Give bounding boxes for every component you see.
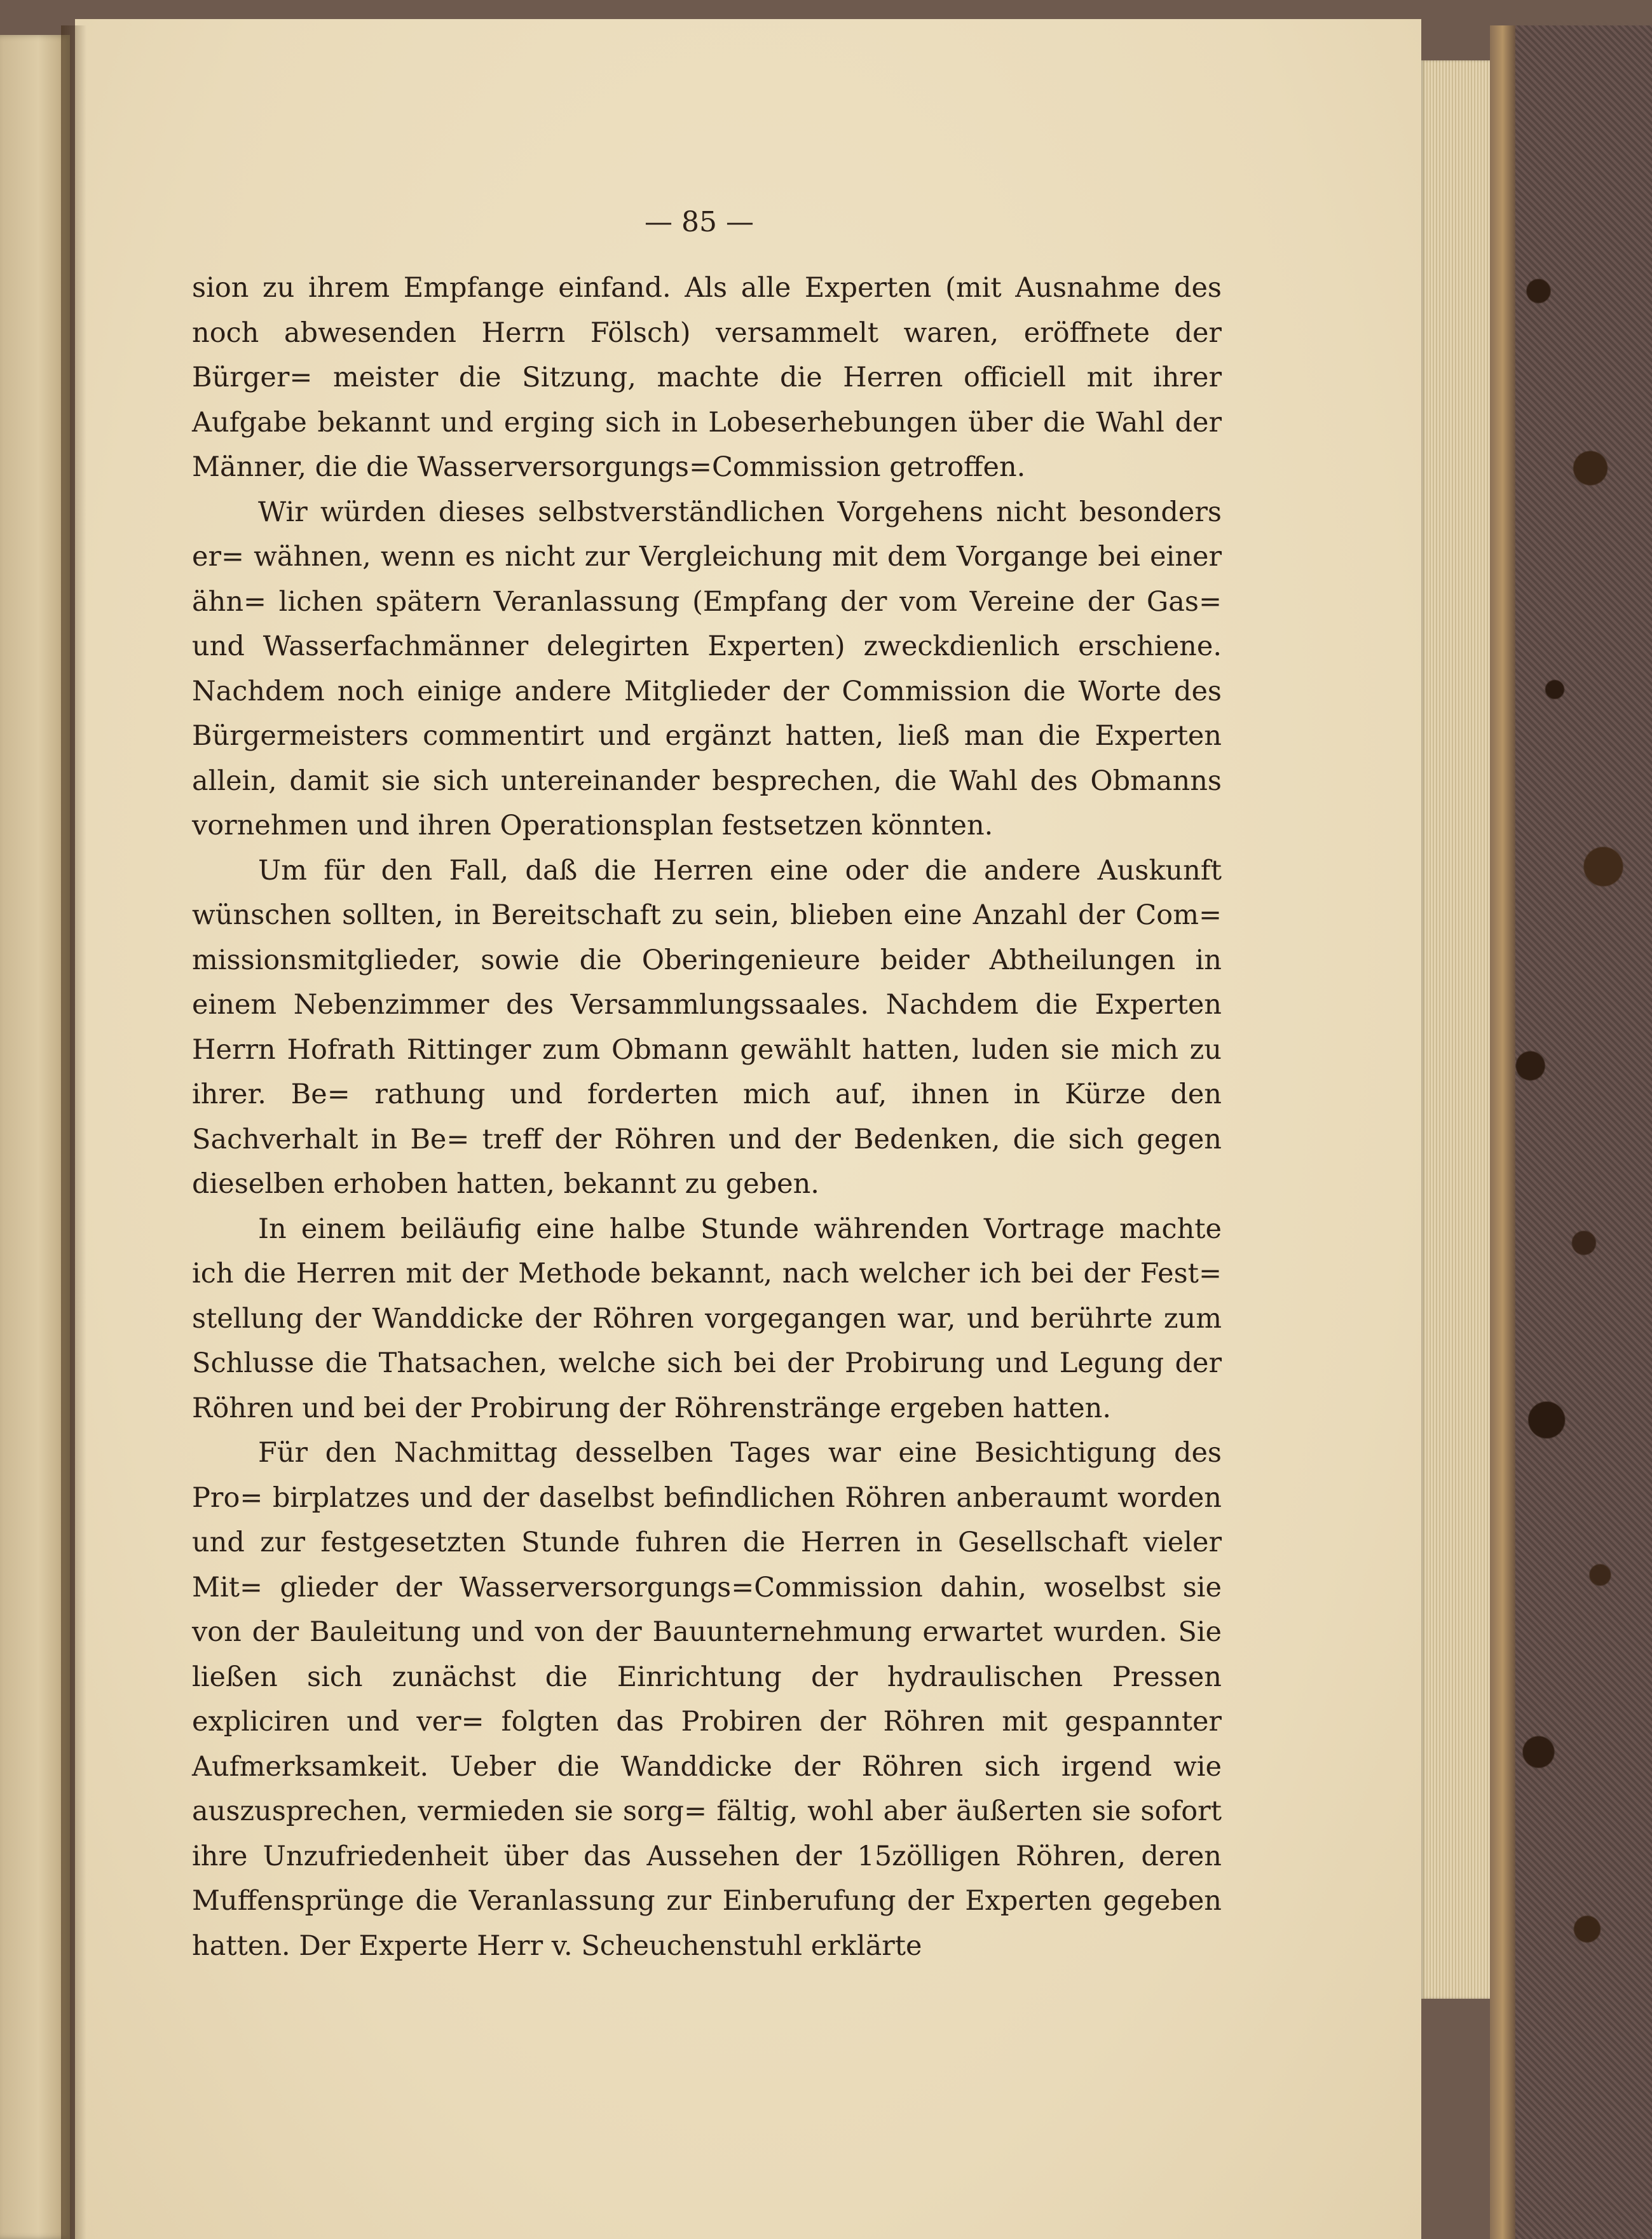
- previous-page-edge: [0, 35, 70, 2239]
- paragraph-4: In einem beiläufig eine halbe Stunde währenden Vortrage machte ich die Herren mit der Methode bekannt, nach welcher ich bei der Fest= stellung der Wanddicke der Röhren vorgegangen war, und berührte zum Schlusse die Thatsachen, welche sich bei der Probirung und Legung der Röhren und bei der Probirung der Röhrenstränge ergeben hatten.: [192, 1213, 1222, 1424]
- cover-edge: [1490, 25, 1515, 2239]
- paragraph-5: Für den Nachmittag desselben Tages war eine Besichtigung des Pro= birplatzes und der daselbst befindlichen Röhren anberaumt worden und zur festgesetzten Stunde fuhren die Herren in Gesellschaft vieler Mit= glieder der Wasserversorgungs=Commission dahin, woselbst sie von der Bauleitung und von der Bauunternehmung erwartet wurden. Sie ließen sich zunächst die Einrichtung der hydraulischen Pressen expliciren und ver= folgten das Probiren der Röhren mit gespannter Aufmerksamkeit. Ueber die Wanddicke der Röhren sich irgend wie auszusprechen, vermieden sie sorg= fältig, wohl aber äußerten sie sofort ihre Unzufriedenheit über das Aussehen der 15zölligen Röhren, deren Muffensprünge die Veranlassung zur Einberufung der Experten gegeben hatten. Der Experte Herr v. Scheuchenstuhl erklärte: [192, 1437, 1222, 1962]
- body-text: [192, 266, 1222, 1968]
- page-number-header: — 85 —: [645, 206, 754, 238]
- spine-shadow: [61, 25, 86, 2239]
- paragraph-2: Wir würden dieses selbstverständlichen Vorgehens nicht besonders er= wähnen, wenn es nicht zur Vergleichung mit dem Vorgange bei einer ähn= lichen spätern Veranlassung (Empfang der vom Vereine der Gas= und Wasserfachmänner delegirten Experten) zweckdienlich erschiene. Nachdem noch einige andere Mitglieder der Commission die Worte des Bürgermeisters commentirt und ergänzt hatten, ließ man die Experten allein, damit sie sich untereinander besprechen, die Wahl des Obmanns vornehmen und ihren Operationsplan festsetzen könnten.: [192, 496, 1222, 841]
- paragraph-3: Um für den Fall, daß die Herren eine oder die andere Auskunft wünschen sollten, in Bereitschaft zu sein, blieben eine Anzahl der Com= missionsmitglieder, sowie die Oberingenieure beider Abtheilungen in einem Nebenzimmer des Versammlungssaales. Nachdem die Experten Herrn Hofrath Rittinger zum Obmann gewählt hatten, luden sie mich zu ihrer. Be= rathung und forderten mich auf, ihnen in Kürze den Sachverhalt in Be= treff der Röhren und der Bedenken, die sich gegen dieselben erhoben hatten, bekannt zu geben.: [192, 854, 1222, 1200]
- paragraph-1: sion zu ihrem Empfange einfand. Als alle Experten (mit Ausnahme des noch abwesenden Herrn Fölsch) versammelt waren, eröffnete der Bürger= meister die Sitzung, machte die Herren officiell mit ihrer Aufgabe bekannt und erging sich in Lobeserhebungen über die Wahl der Männer, die die Wasserversorgungs=Commission getroffen.: [192, 272, 1222, 483]
- page-stack-edges: [1421, 60, 1490, 1999]
